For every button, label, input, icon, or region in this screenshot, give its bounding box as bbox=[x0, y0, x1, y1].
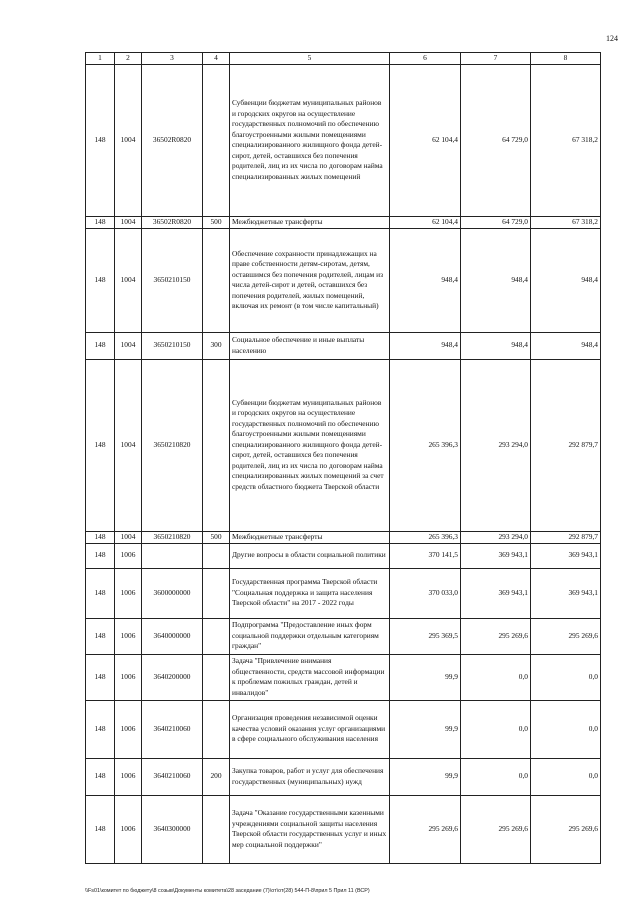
table-row bbox=[86, 216, 601, 228]
table-row bbox=[86, 618, 601, 654]
cell-amount-col6: 370 033,0 bbox=[390, 568, 461, 618]
cell-ministry: 148 bbox=[86, 332, 115, 359]
cell-ministry: 148 bbox=[86, 654, 115, 700]
cell-amount-col7: 369 943,1 bbox=[461, 568, 531, 618]
column-header: 2 bbox=[115, 53, 142, 65]
cell-amount-col7: 369 943,1 bbox=[461, 543, 531, 568]
cell-target-article: 3640000000 bbox=[142, 618, 203, 654]
cell-amount-col8: 67 318,2 bbox=[531, 64, 601, 216]
cell-expense-type bbox=[203, 568, 230, 618]
cell-target-article: 36502R0820 bbox=[142, 216, 203, 228]
cell-amount-col7: 295 269,6 bbox=[461, 795, 531, 863]
cell-ministry: 148 bbox=[86, 543, 115, 568]
cell-section: 1006 bbox=[115, 618, 142, 654]
cell-amount-col6: 99,9 bbox=[390, 654, 461, 700]
cell-expense-type bbox=[203, 618, 230, 654]
cell-target-article: 3650210150 bbox=[142, 332, 203, 359]
cell-amount-col8: 948,4 bbox=[531, 332, 601, 359]
cell-amount-col6: 265 396,3 bbox=[390, 531, 461, 543]
cell-description: Межбюджетные трансферты bbox=[230, 531, 390, 543]
cell-section: 1006 bbox=[115, 654, 142, 700]
cell-target-article: 3640210060 bbox=[142, 758, 203, 795]
cell-amount-col8: 0,0 bbox=[531, 654, 601, 700]
table-row bbox=[86, 758, 601, 795]
cell-ministry: 148 bbox=[86, 758, 115, 795]
column-header: 8 bbox=[531, 53, 601, 65]
cell-expense-type bbox=[203, 64, 230, 216]
cell-target-article: 3640300000 bbox=[142, 795, 203, 863]
cell-expense-type: 200 bbox=[203, 758, 230, 795]
cell-description: Межбюджетные трансферты bbox=[230, 216, 390, 228]
cell-ministry: 148 bbox=[86, 795, 115, 863]
cell-amount-col6: 295 269,6 bbox=[390, 795, 461, 863]
cell-ministry: 148 bbox=[86, 531, 115, 543]
cell-amount-col6: 370 141,5 bbox=[390, 543, 461, 568]
cell-description: Организация проведения независимой оценки качества условий оказания услуг организациями в сфере социального обслуживания населения bbox=[230, 700, 390, 758]
cell-amount-col7: 293 294,0 bbox=[461, 531, 531, 543]
page-number: 124 bbox=[606, 34, 618, 43]
cell-section: 1004 bbox=[115, 332, 142, 359]
cell-description: Закупка товаров, работ и услуг для обеспечения государственных (муниципальных) нужд bbox=[230, 758, 390, 795]
cell-section: 1004 bbox=[115, 216, 142, 228]
budget-table bbox=[85, 52, 601, 864]
cell-amount-col8: 292 879,7 bbox=[531, 531, 601, 543]
cell-amount-col8: 369 943,1 bbox=[531, 568, 601, 618]
cell-ministry: 148 bbox=[86, 64, 115, 216]
cell-amount-col7: 0,0 bbox=[461, 758, 531, 795]
cell-amount-col6: 99,9 bbox=[390, 758, 461, 795]
column-header: 1 bbox=[86, 53, 115, 65]
cell-amount-col6: 295 369,5 bbox=[390, 618, 461, 654]
cell-section: 1006 bbox=[115, 543, 142, 568]
table-row bbox=[86, 568, 601, 618]
cell-ministry: 148 bbox=[86, 228, 115, 332]
table-row bbox=[86, 64, 601, 216]
cell-ministry: 148 bbox=[86, 568, 115, 618]
cell-section: 1006 bbox=[115, 568, 142, 618]
cell-amount-col6: 265 396,3 bbox=[390, 359, 461, 531]
cell-section: 1004 bbox=[115, 64, 142, 216]
cell-amount-col7: 0,0 bbox=[461, 700, 531, 758]
cell-amount-col6: 948,4 bbox=[390, 228, 461, 332]
cell-amount-col7: 948,4 bbox=[461, 332, 531, 359]
table-row bbox=[86, 543, 601, 568]
column-header: 5 bbox=[230, 53, 390, 65]
cell-target-article: 36502R0820 bbox=[142, 64, 203, 216]
cell-section: 1004 bbox=[115, 531, 142, 543]
cell-section: 1006 bbox=[115, 758, 142, 795]
cell-amount-col6: 62 104,4 bbox=[390, 216, 461, 228]
cell-amount-col7: 293 294,0 bbox=[461, 359, 531, 531]
column-header: 7 bbox=[461, 53, 531, 65]
cell-section: 1004 bbox=[115, 228, 142, 332]
cell-section: 1006 bbox=[115, 700, 142, 758]
footer-file-path: \\Fs01\комитет по бюджету\8 созыв\Документы комитета\28 заседание (7)\от\от(28) 544-П-8\прил 5 Прил 11 (ВСР) bbox=[85, 888, 370, 894]
cell-expense-type: 500 bbox=[203, 216, 230, 228]
cell-amount-col7: 64 729,0 bbox=[461, 216, 531, 228]
cell-amount-col7: 295 269,6 bbox=[461, 618, 531, 654]
column-header: 6 bbox=[390, 53, 461, 65]
cell-expense-type bbox=[203, 359, 230, 531]
table-row bbox=[86, 332, 601, 359]
header-row bbox=[86, 53, 601, 65]
table-row bbox=[86, 654, 601, 700]
cell-target-article: 3600000000 bbox=[142, 568, 203, 618]
cell-amount-col7: 64 729,0 bbox=[461, 64, 531, 216]
cell-description: Обеспечение сохранности принадлежащих на праве собственности детям-сиротам, детям, оставшимся без попечения родителей, лицам из числа детей-сирот и детей, оставшихся без попечения родителей, жилых помещений, включая их ремонт (в том числе капитальный) bbox=[230, 228, 390, 332]
cell-amount-col7: 948,4 bbox=[461, 228, 531, 332]
cell-amount-col8: 0,0 bbox=[531, 758, 601, 795]
cell-target-article: 3650210820 bbox=[142, 531, 203, 543]
cell-ministry: 148 bbox=[86, 618, 115, 654]
table-row bbox=[86, 700, 601, 758]
cell-amount-col6: 62 104,4 bbox=[390, 64, 461, 216]
cell-expense-type bbox=[203, 795, 230, 863]
cell-expense-type bbox=[203, 700, 230, 758]
cell-target-article bbox=[142, 543, 203, 568]
cell-amount-col7: 0,0 bbox=[461, 654, 531, 700]
cell-description: Задача "Привлечение внимания общественности, средств массовой информации к проблемам пожилых граждан, детей и инвалидов" bbox=[230, 654, 390, 700]
column-header: 4 bbox=[203, 53, 230, 65]
cell-target-article: 3650210820 bbox=[142, 359, 203, 531]
cell-description: Социальное обеспечение и иные выплаты населению bbox=[230, 332, 390, 359]
cell-expense-type: 300 bbox=[203, 332, 230, 359]
table-row bbox=[86, 359, 601, 531]
cell-section: 1004 bbox=[115, 359, 142, 531]
cell-amount-col8: 948,4 bbox=[531, 228, 601, 332]
cell-amount-col8: 292 879,7 bbox=[531, 359, 601, 531]
cell-amount-col8: 295 269,6 bbox=[531, 618, 601, 654]
cell-description: Задача "Оказание государственными казенными учреждениями социальной защиты населения Тверской области государственных услуг и иных мер социальной поддержки" bbox=[230, 795, 390, 863]
cell-target-article: 3640200000 bbox=[142, 654, 203, 700]
cell-ministry: 148 bbox=[86, 216, 115, 228]
cell-description: Государственная программа Тверской области "Социальная поддержка и защита населения Тверской области" на 2017 - 2022 годы bbox=[230, 568, 390, 618]
cell-amount-col8: 369 943,1 bbox=[531, 543, 601, 568]
cell-amount-col8: 0,0 bbox=[531, 700, 601, 758]
cell-target-article: 3650210150 bbox=[142, 228, 203, 332]
cell-section: 1006 bbox=[115, 795, 142, 863]
cell-ministry: 148 bbox=[86, 700, 115, 758]
cell-target-article: 3640210060 bbox=[142, 700, 203, 758]
cell-expense-type: 500 bbox=[203, 531, 230, 543]
table-row bbox=[86, 531, 601, 543]
cell-amount-col6: 948,4 bbox=[390, 332, 461, 359]
cell-amount-col8: 295 269,6 bbox=[531, 795, 601, 863]
cell-ministry: 148 bbox=[86, 359, 115, 531]
cell-description: Подпрограмма "Предоставление иных форм социальной поддержки отдельным категориям граждан" bbox=[230, 618, 390, 654]
column-header: 3 bbox=[142, 53, 203, 65]
cell-expense-type bbox=[203, 543, 230, 568]
cell-amount-col6: 99,9 bbox=[390, 700, 461, 758]
cell-expense-type bbox=[203, 654, 230, 700]
table-row bbox=[86, 795, 601, 863]
cell-description: Субвенции бюджетам муниципальных районов и городских округов на осуществление государственных полномочий по обеспечению благоустроенными жилыми помещениями специализированного жилищного фонда детей-сирот, детей, оставшихся без попечения родителей, лиц из их числа по договорам найма специализированных жилых помещений за счет средств областного бюджета Тверской области bbox=[230, 359, 390, 531]
cell-amount-col8: 67 318,2 bbox=[531, 216, 601, 228]
cell-description: Другие вопросы в области социальной политики bbox=[230, 543, 390, 568]
cell-description: Субвенции бюджетам муниципальных районов и городских округов на осуществление государственных полномочий по обеспечению благоустроенными жилыми помещениями специализированного жилищного фонда детей-сирот, детей, оставшихся без попечения родителей, лиц из их числа по договорам найма специализированных жилых помещений bbox=[230, 64, 390, 216]
cell-expense-type bbox=[203, 228, 230, 332]
table-row bbox=[86, 228, 601, 332]
